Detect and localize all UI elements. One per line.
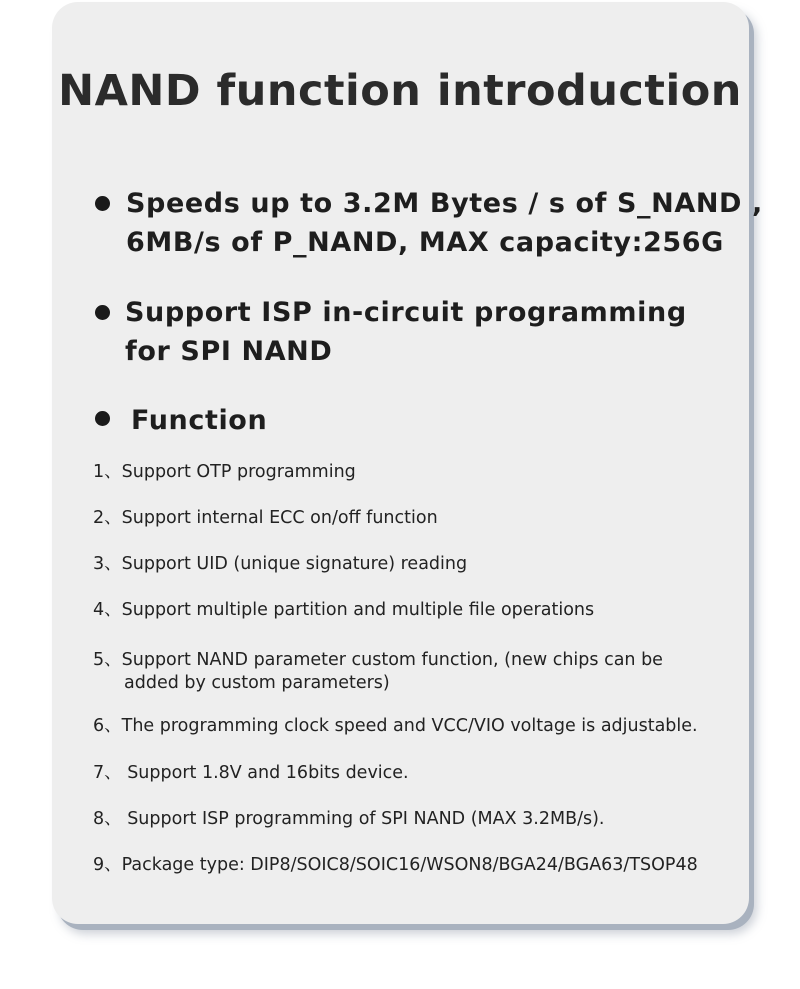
bullet-dot — [95, 196, 110, 211]
item-number: 6、 — [93, 716, 122, 736]
item-number: 8、 — [93, 809, 122, 829]
list-item — [93, 808, 605, 831]
list-item — [93, 553, 467, 576]
bullet-dot — [95, 305, 110, 320]
item-text-continued: added by custom parameters) — [124, 673, 390, 693]
bullet-speed-line1: Speeds up to 3.2M Bytes / s of S_NAND , — [126, 188, 763, 219]
list-item — [93, 649, 663, 695]
item-text: Support internal ECC on/off function — [121, 508, 438, 528]
item-number: 9、 — [93, 855, 122, 875]
item-text: Support multiple partition and multiple file operations — [121, 600, 595, 620]
bullet-isp-line2: for SPI NAND — [125, 336, 333, 367]
item-text: The programming clock speed and VCC/VIO voltage is adjustable. — [121, 716, 698, 736]
bullet-function-heading: Function — [131, 405, 268, 436]
list-item — [93, 599, 594, 622]
bullet-dot — [95, 411, 110, 426]
item-number: 3、 — [93, 554, 122, 574]
item-text: Support 1.8V and 16bits device. — [121, 763, 409, 783]
list-item — [93, 854, 698, 877]
item-text: Support UID (unique signature) reading — [121, 554, 468, 574]
item-number: 7、 — [93, 763, 122, 783]
item-text: Support OTP programming — [121, 462, 356, 482]
item-text: Support NAND parameter custom function, (new chips can be — [121, 650, 663, 670]
bullet-isp-line1: Support ISP in-circuit programming — [125, 297, 687, 328]
item-number: 4、 — [93, 600, 122, 620]
page-title: NAND function introduction — [58, 66, 742, 116]
item-text: Package type: DIP8/SOIC8/SOIC16/WSON8/BGA24/BGA63/TSOP48 — [121, 855, 698, 875]
list-item — [93, 461, 356, 484]
bullet-speed-line2: 6MB/s of P_NAND, MAX capacity:256G — [126, 227, 724, 258]
list-item — [93, 715, 698, 738]
item-number: 1、 — [93, 462, 122, 482]
item-number: 5、 — [93, 650, 122, 670]
list-item — [93, 762, 409, 785]
list-item — [93, 507, 438, 530]
item-number: 2、 — [93, 508, 122, 528]
item-text: Support ISP programming of SPI NAND (MAX 3.2MB/s). — [121, 809, 605, 829]
